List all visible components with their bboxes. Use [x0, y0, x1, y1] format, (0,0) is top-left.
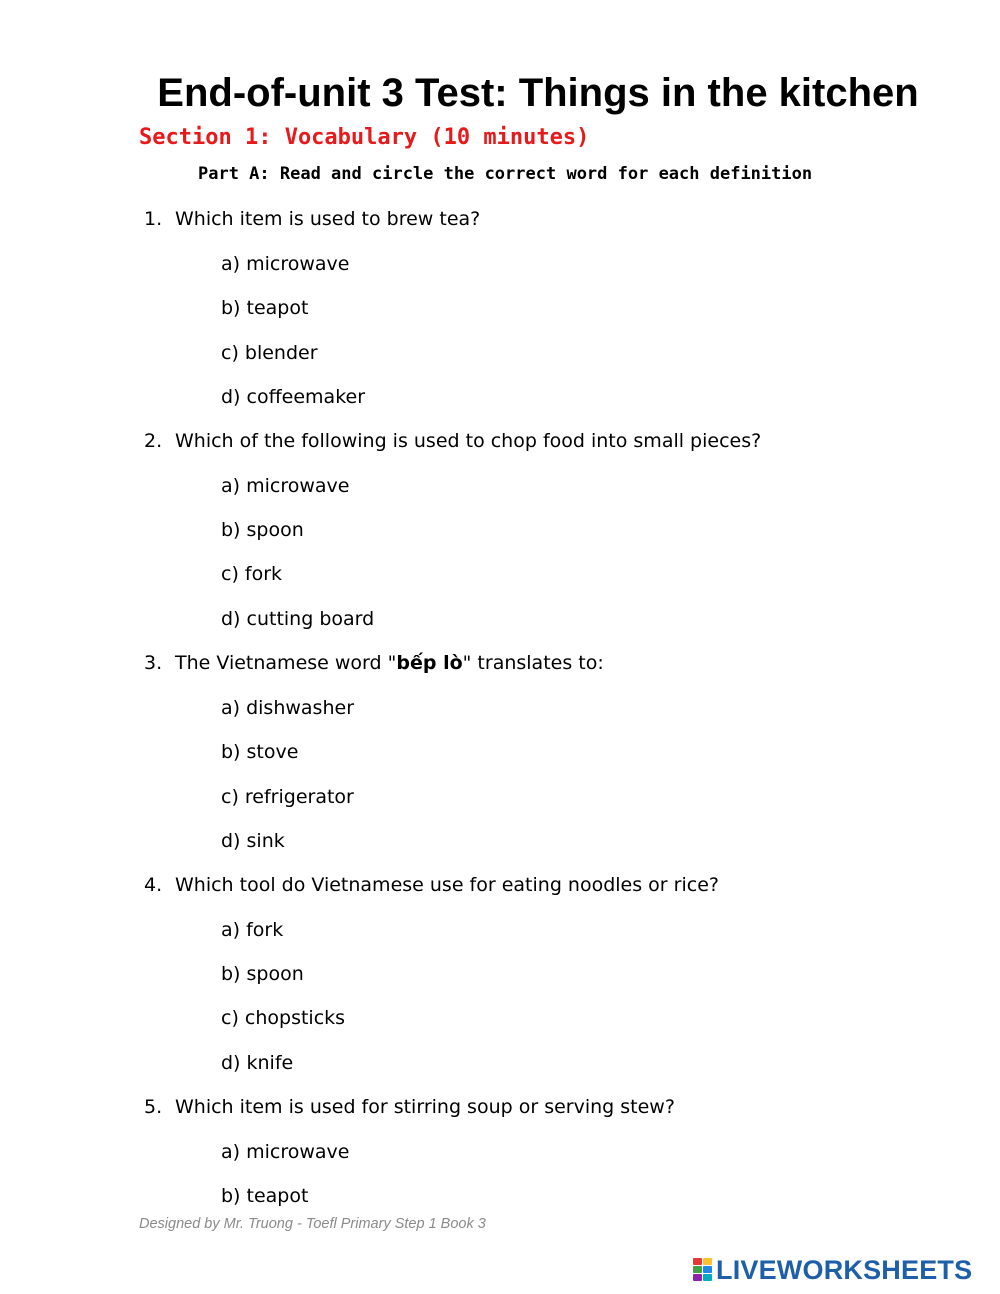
logo-block: [693, 1274, 702, 1281]
answer-option[interactable]: b) teapot: [221, 297, 309, 319]
question-text: Which tool do Vietnamese use for eating noodles or rice?: [175, 874, 719, 896]
answer-option[interactable]: c) blender: [221, 342, 318, 364]
answer-option[interactable]: a) dishwasher: [221, 697, 354, 719]
question-number: 1.: [144, 208, 163, 230]
footer-credit: Designed by Mr. Truong - Toefl Primary Step 1 Book 3: [139, 1216, 486, 1232]
answer-option[interactable]: b) spoon: [221, 963, 304, 985]
logo-block: [693, 1266, 702, 1273]
logo-block: [703, 1274, 712, 1281]
section-heading: Section 1: Vocabulary (10 minutes): [139, 125, 590, 150]
question-number: 3.: [144, 652, 163, 674]
question-text: Which of the following is used to chop food into small pieces?: [175, 430, 762, 452]
answer-option[interactable]: a) microwave: [221, 1141, 350, 1163]
brand-name: LIVEWORKSHEETS: [716, 1255, 973, 1285]
question-text-before: The Vietnamese word ": [175, 652, 397, 674]
answer-option[interactable]: c) chopsticks: [221, 1007, 346, 1029]
answer-option[interactable]: d) cutting board: [221, 608, 375, 630]
part-instructions: Part A: Read and circle the correct word for each definition: [198, 164, 813, 184]
question-number: 2.: [144, 430, 163, 452]
logo-block: [693, 1258, 702, 1265]
answer-option[interactable]: b) teapot: [221, 1185, 309, 1207]
answer-option[interactable]: b) spoon: [221, 519, 304, 541]
answer-option[interactable]: d) knife: [221, 1052, 294, 1074]
answer-option[interactable]: d) coffeemaker: [221, 386, 366, 408]
question-text: Which item is used to brew tea?: [175, 208, 481, 230]
vietnamese-word: bếp lò: [396, 652, 463, 674]
question-number: 5.: [144, 1096, 163, 1118]
answer-option[interactable]: a) microwave: [221, 253, 350, 275]
answer-option[interactable]: a) fork: [221, 919, 284, 941]
page-title: End-of-unit 3 Test: Things in the kitchen: [157, 71, 919, 115]
question-number: 4.: [144, 874, 163, 896]
question-text: Which item is used for stirring soup or serving stew?: [175, 1096, 675, 1118]
logo-block: [703, 1258, 712, 1265]
answer-option[interactable]: c) fork: [221, 563, 283, 585]
liveworksheets-brand[interactable]: [693, 1254, 972, 1286]
answer-option[interactable]: d) sink: [221, 830, 285, 852]
answer-option[interactable]: c) refrigerator: [221, 786, 354, 808]
answer-option[interactable]: a) microwave: [221, 475, 350, 497]
answer-option[interactable]: b) stove: [221, 741, 299, 763]
question-text-after: " translates to:: [462, 652, 604, 674]
question-text: [175, 650, 604, 676]
liveworksheets-logo-icon: [693, 1258, 713, 1282]
logo-block: [703, 1266, 712, 1273]
